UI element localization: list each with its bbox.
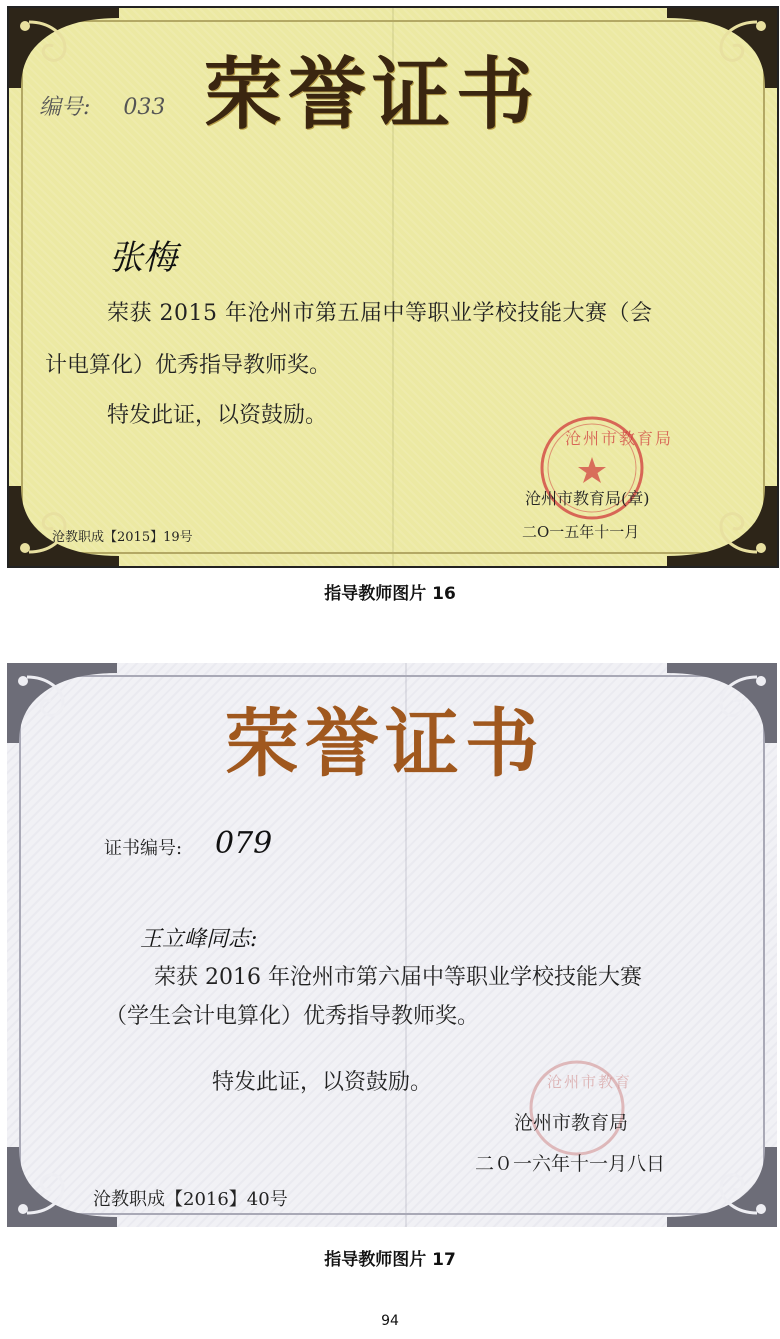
serial-value: 033	[123, 95, 166, 120]
ornament-corner-top-left-icon	[9, 8, 119, 88]
encouragement-text: 特发此证，以资鼓励。	[212, 1070, 433, 1095]
certificate-2015	[7, 6, 779, 568]
citation-line-2: 计电算化）优秀指导教师奖。	[45, 353, 332, 378]
seal-text: 沧州市教育	[547, 1073, 633, 1091]
issuer: 沧州市教育局(章)	[525, 489, 650, 508]
encouragement-text: 特发此证，以资鼓励。	[107, 403, 328, 428]
certificate-title: 荣誉证书	[204, 49, 541, 140]
serial-label: 编号:	[39, 95, 91, 120]
ornament-corner-top-left-icon	[7, 663, 117, 743]
ornament-corner-top-right-icon	[667, 663, 777, 743]
certificate-2016	[7, 663, 777, 1227]
citation-line-2: （学生会计电算化）优秀指导教师奖。	[105, 1004, 480, 1029]
ornament-corner-top-right-icon	[667, 8, 777, 88]
document-number: 沧教职成【2016】40号	[93, 1189, 288, 1210]
certificate-title: 荣誉证书	[225, 701, 545, 787]
recipient-name: 王立峰同志:	[140, 927, 258, 952]
issue-date: 二O一五年十一月	[522, 523, 640, 541]
caption-figure-16: 指导教师图片 16	[324, 584, 456, 604]
issue-date: 二０一六年十一月八日	[475, 1153, 666, 1175]
ornament-corner-bottom-right-icon	[667, 486, 777, 566]
serial-number	[39, 90, 165, 121]
document-number: 沧教职成【2015】19号	[52, 530, 193, 545]
seal-text: 沧州市教育局	[565, 429, 674, 448]
serial-label: 证书编号:	[104, 838, 183, 859]
ornament-corner-bottom-right-icon	[667, 1147, 777, 1227]
page-number: 94	[381, 1313, 399, 1329]
citation-line-1: 荣获 2016 年沧州市第六届中等职业学校技能大赛	[154, 965, 642, 990]
caption-figure-17: 指导教师图片 17	[324, 1250, 456, 1270]
issuer: 沧州市教育局	[514, 1112, 629, 1134]
citation-line-1: 荣获 2015 年沧州市第五届中等职业学校技能大赛（会	[107, 301, 653, 326]
recipient-name: 张梅	[109, 238, 177, 278]
serial-value: 079	[215, 826, 273, 861]
